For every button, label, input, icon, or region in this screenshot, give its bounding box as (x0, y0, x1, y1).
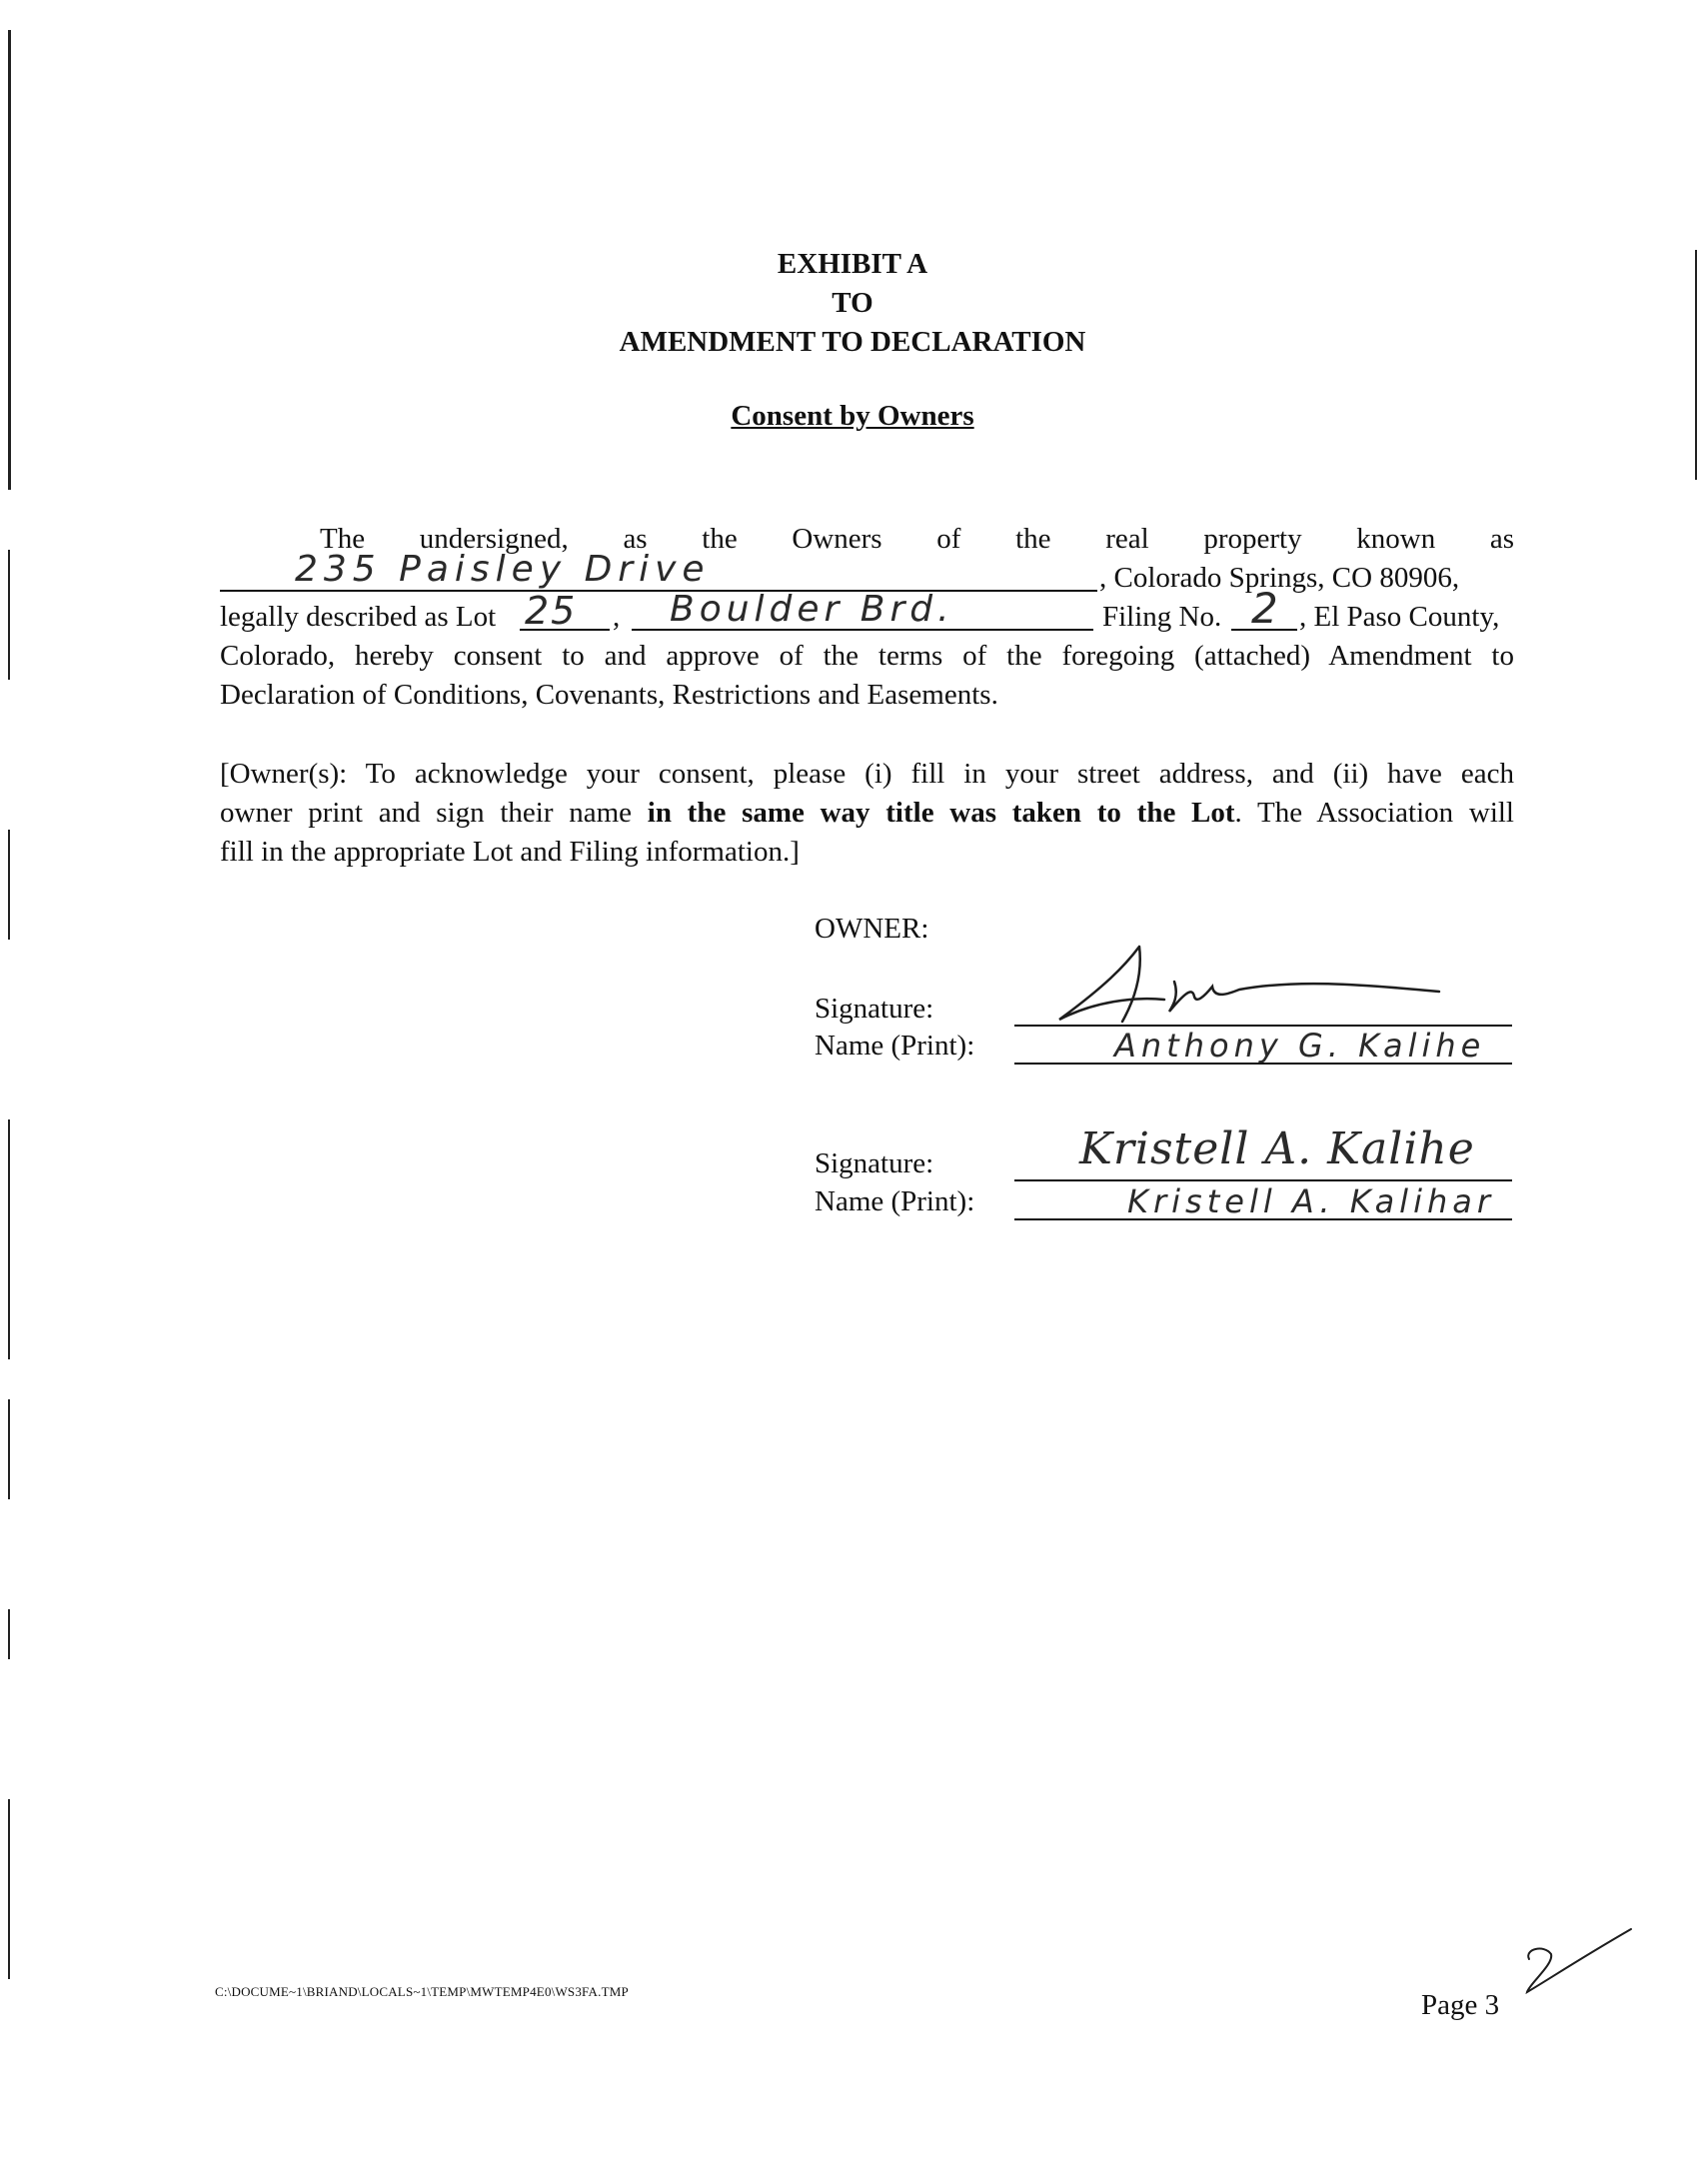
owner1-signature (1054, 942, 1454, 1032)
owner2-signature-handwritten: Kristell A. Kalihe (1079, 1123, 1475, 1174)
word: of (936, 523, 961, 555)
word: Owners (792, 523, 882, 555)
word: known (1356, 523, 1436, 555)
word: as (623, 523, 648, 555)
consent-subtitle: Consent by Owners (731, 400, 974, 432)
legally-described-label: legally described as Lot (220, 601, 497, 633)
paragraph2-line2-post: . The Association will (1234, 797, 1514, 829)
street-address-handwritten: 235 Paisley Drive (295, 549, 711, 590)
scan-edge-line (8, 550, 10, 680)
paragraph2-line2 (220, 794, 1514, 833)
lot-number-handwritten: 25 (525, 589, 578, 633)
filing-number-handwritten: 2 (1251, 584, 1280, 633)
word: the (702, 523, 738, 555)
exhibit-title: EXHIBIT A (777, 248, 928, 280)
word: as (1489, 523, 1515, 555)
signature-label: Signature: (815, 1147, 934, 1179)
paragraph2-line3: fill in the appropriate Lot and Filing information.] (220, 836, 800, 868)
paragraph1-line4: Declaration of Conditions, Covenants, Restrictions and Easements. (220, 679, 998, 711)
street-address-line (220, 590, 1097, 592)
lot-comma: , (613, 601, 621, 633)
scan-edge-line (8, 1609, 10, 1659)
word: The (320, 523, 366, 555)
paragraph2-line1: [Owner(s): To acknowledge your consent, please (i) fill in your street address, and (ii) have each (220, 758, 1514, 790)
filing-label: Filing No. (1102, 601, 1222, 633)
paragraph2-line2-bold: in the same way title was taken to the Lot (647, 797, 1235, 829)
exhibit-to: TO (832, 287, 873, 319)
owner2-name-handwritten: Kristell A. Kalihar (1127, 1182, 1495, 1220)
scan-edge-line (8, 1799, 10, 1979)
scan-edge-line (8, 830, 10, 940)
name-print-label: Name (Print): (815, 1185, 975, 1217)
word: real (1105, 523, 1149, 555)
paragraph1-line3: Colorado, hereby consent to and approve of the terms of the foregoing (attached) Amendment to (220, 640, 1514, 672)
signature-label: Signature: (815, 993, 934, 1025)
name-print-label: Name (Print): (815, 1030, 975, 1062)
word: property (1203, 523, 1302, 555)
owner-heading: OWNER: (815, 913, 929, 945)
amendment-title: AMENDMENT TO DECLARATION (619, 326, 1086, 358)
handwritten-mark (1519, 1924, 1639, 2004)
scan-edge-line (8, 1119, 10, 1359)
paragraph2-line2-pre: owner print and sign their name (220, 797, 648, 829)
word: the (1015, 523, 1051, 555)
subdivision-handwritten: Boulder Brd. (670, 589, 954, 630)
signature-line (1014, 1179, 1512, 1181)
word: undersigned, (419, 523, 569, 555)
consent-subtitle-wrap (0, 400, 1705, 433)
owner1-name-handwritten: Anthony G. Kalihe (1114, 1027, 1486, 1065)
scan-edge-line (8, 1399, 10, 1499)
county: , El Paso County, (1299, 601, 1500, 633)
city-state-zip: , Colorado Springs, CO 80906, (1099, 562, 1460, 594)
file-path: C:\DOCUME~1\BRIAND\LOCALS~1\TEMP\MWTEMP4E0\WS3FA.TMP (215, 1984, 629, 1999)
page-number: Page 3 (1421, 1989, 1500, 2021)
